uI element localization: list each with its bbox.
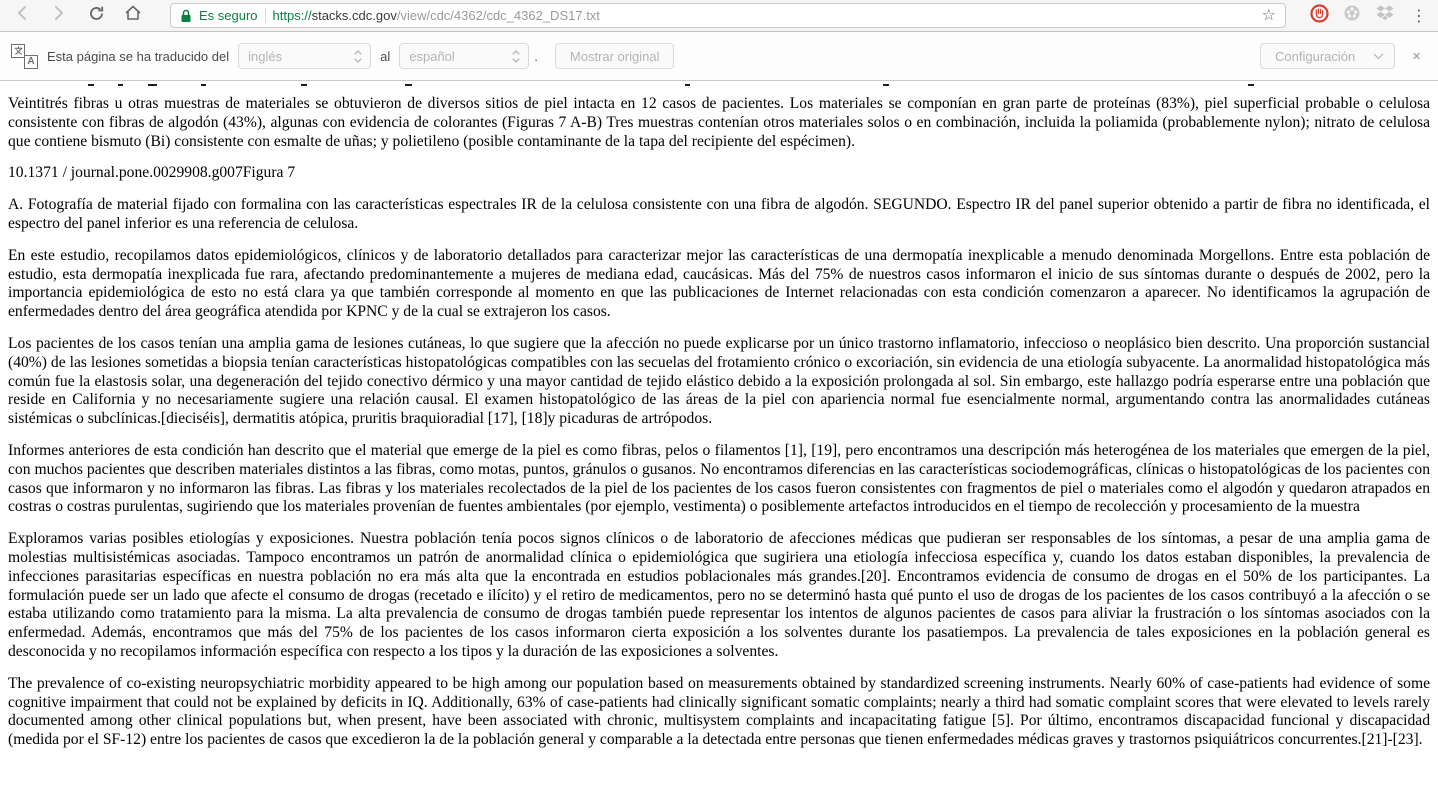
translate-message: Esta página se ha traducido del — [47, 48, 230, 64]
target-language-value: español — [409, 48, 455, 64]
reload-icon — [88, 5, 105, 27]
bookmark-star-icon[interactable]: ☆ — [1261, 6, 1276, 24]
translate-icon-back-square — [11, 44, 25, 58]
paragraph-3: A. Fotografía de material fijado con formalina con las características espectrales IR de la celulosa consistente con una fibra de algodón. SEGUNDO. Espectro IR del panel superior obtenido a partir de fibra no identificada, el espectro del panel inferior es una referencia de celulosa. — [8, 196, 1430, 232]
paragraph-5: Los pacientes de los casos tenían una amplia gama de lesiones cutáneas, lo que sugiere que la afección no puede explicarse por un único trastorno inflamatorio, infeccioso o neoplásico bien descrito. Una proporción sustancial (40%) de las lesiones sometidas a biopsia tenían características histopatológicas compatibles con las secuelas del frotamiento crónico o excoriación, sin evidencia de una etiología subyacente. La anormalidad histopatológica más común fue la elastosis solar, una degeneración del tejido conectivo dérmico y una mayor cantidad de tejido elástico debido a la exposición prolongada al sol. Sin embargo, este hallazgo podría esperarse entre una población que reside en California y no necesariamente sugiere una relación causal. El examen histopatológico de las áreas de la piel con apariencia normal fue esencialmente normal, argumentando contra las anormalidades cutáneas sistémicas o subclínicas.[dieciséis], dermatitis atópica, pruritis braquioradial [17], [18]y picaduras de artrópodos. — [8, 334, 1430, 428]
dropbox-extension-button[interactable] — [1375, 6, 1395, 26]
adblock-hand-icon — [1310, 4, 1329, 28]
url-host: stacks.cdc.gov — [311, 8, 397, 23]
stepper-icon — [511, 49, 521, 64]
forward-button[interactable] — [47, 4, 71, 28]
settings-dropdown-button[interactable] — [1260, 43, 1395, 69]
forward-icon — [50, 4, 68, 27]
address-bar[interactable] — [170, 3, 1286, 28]
home-button[interactable] — [121, 4, 145, 28]
close-infobar-button[interactable] — [1406, 48, 1427, 65]
source-language-select[interactable] — [238, 43, 371, 69]
translate-conjunction: al — [380, 48, 391, 64]
reel-extension-button[interactable] — [1342, 6, 1362, 26]
url-text — [273, 8, 600, 23]
paragraph-6: Informes anteriores de esta condición han descrito que el material que emerge de la piel es como fibras, pelos o filamentos [1], [19], pero encontramos una descripción más heterogénea de los materiales que emergen de la piel, con muchos pacientes que describen materiales distintos a las fibras, como motas, puntos, gránulos o gusanos. No encontramos diferencias en las características sociodemográficas, clínicas o histopatológicas de los pacientes con casos que informaron y no informaron las fibras. Las fibras y los materiales recolectados de la piel de los pacientes de los casos fueron consistentes con fragmentos de piel o materiales como el algodón y quedaron atrapados en costras o costras purulentas, sugiriendo que los materiales provenían de fuentes ambientales (por ejemplo, vestimenta) o posiblemente artefactos introducidos en el tiempo de recolección y procesamiento de la muestra — [8, 441, 1430, 516]
reload-button[interactable] — [84, 4, 108, 28]
document-content — [0, 81, 1438, 788]
security-label: Es seguro — [199, 8, 258, 23]
translate-icon — [11, 44, 38, 69]
translate-period: . — [534, 48, 538, 64]
target-language-select[interactable] — [399, 43, 529, 69]
menu-icon: ⋮ — [1411, 7, 1427, 25]
film-reel-icon — [1343, 4, 1361, 27]
url-scheme: https:// — [272, 8, 312, 23]
close-icon: × — [1412, 47, 1421, 65]
browser-menu-button[interactable] — [1408, 6, 1428, 26]
paragraph-2: 10.1371 / journal.pone.0029908.g007Figura 7 — [8, 164, 296, 182]
source-language-value: inglés — [248, 48, 283, 64]
adblock-extension-button[interactable] — [1309, 6, 1329, 26]
padlock-icon — [180, 9, 192, 23]
paragraph-7: Exploramos varias posibles etiologías y exposiciones. Nuestra población tenía pocos signos clínicos o de laboratorio de afecciones médicas que pudieran ser responsables de los síntomas, a pesar de una amplia gama de molestias multisistémicas asociadas. Tampoco encontramos un patrón de anormalidad clínica o epidemiológica que sugiriera una etiología infecciosa específica y, cuando los datos estaban disponibles, la prevalencia de infecciones parasitarias específicas en nuestra población no era más alta que la encontrada en estudios poblacionales más grandes.[20]. Encontramos evidencia de consumo de drogas en el 50% de los participantes. La formulación puede ser un lado que afecte el consumo de drogas (recetado e ilícito) y el retiro de medicamentos, pero no se determinó hasta qué punto el uso de drogas de los pacientes de los casos contribuyó a la afección o se estaba utilizando como tratamiento para la misma. La alta prevalencia de consumo de drogas también puede representar los intentos de algunos pacientes de casos para aliviar la frustración o los síntomas asociados con la enfermedad. Además, encontramos que más del 75% de los pacientes de los casos informaron cierta exposición a los solventes durante los pasatiempos. La prevalencia de tales exposiciones en la población general es desconocida y no recopilamos información específica con respecto a los tipos y la duración de las exposiciones a solventes. — [8, 530, 1430, 660]
back-button[interactable] — [10, 4, 34, 28]
paragraph-4: En este estudio, recopilamos datos epidemiológicos, clínicos y de laboratorio detallados para caracterizar mejor las características de una dermopatía inexplicable a menudo denominada Morgellons. Entre esta población de estudio, esta dermopatía inexplicada fue rara, afectando predominantemente a mujeres de mediana edad, caucásicas. Más del 75% de nuestros casos informaron el inicio de sus síntomas durante o después de 2002, pero la importancia epidemiológica de esto no está clara ya que también corresponde al momento en que las publicaciones de Internet relacionadas con esta condición comenzaron a aparecer. No identificamos la agrupación de enfermedades dentro del área geográfica atendida por KPNC y de la cual se extrajeron los casos. — [8, 246, 1430, 321]
show-original-button[interactable] — [555, 43, 675, 69]
extensions-area — [1309, 6, 1428, 26]
url-path: /view/cdc/4362/cdc_4362_DS17.txt — [396, 8, 600, 23]
translate-icon-front-square: A — [24, 55, 38, 69]
omnibox-divider — [265, 8, 266, 23]
stepper-icon — [353, 49, 363, 64]
paragraph-8: The prevalence of co-existing neuropsychiatric morbidity appeared to be high among our population based on measurements obtained by standardized screening instruments. Nearly 60% of case-patients had evidence of some cognitive impairment that could not be explained by deficits in IQ. Additionally, 63% of case-patients had clinically significant somatic complaints; nearly a third had somatic complaint scores that were elevated to levels rarely documented among other clinical populations but, when present, have been associated with chronic, multisystem complaints and incapacitating fatigue [5]. Por último, encontramos discapacidad funcional y discapacidad (medida por el SF-12) entre los pacientes de casos que excedieron la de la población general y comparable a la detectada entre personas que tienen enfermedades médicas graves y trastornos psiquiátricos concurrentes.[21]-[23]. — [8, 674, 1430, 749]
paragraph-1: Veintitrés fibras u otras muestras de materiales se obtuvieron de diversos sitios de piel intacta en 12 casos de pacientes. Los materiales se componían en gran parte de proteínas (83%), piel superficial probable o celulosa consistente con fibras de algodón (43%), algunas con evidencia de colorantes (Figuras 7 A-B) Tres muestras contenían otros materiales solos o en combinación, incluida la poliamida (probablemente nylon); nitrato de celulosa que contiene bismuto (Bi) consistente con esmalte de uñas; y polietileno (posible contaminante de la tapa del recipiente del espécimen). — [8, 95, 1430, 150]
home-icon — [124, 4, 142, 27]
settings-label: Configuración — [1275, 48, 1356, 64]
browser-toolbar — [0, 0, 1438, 32]
chevron-down-icon — [1373, 53, 1384, 60]
clipped-text-remnant — [8, 81, 1430, 90]
translate-infobar — [0, 32, 1438, 81]
dropbox-icon — [1376, 5, 1394, 26]
show-original-label: Mostrar original — [569, 48, 660, 64]
back-icon — [13, 4, 31, 27]
